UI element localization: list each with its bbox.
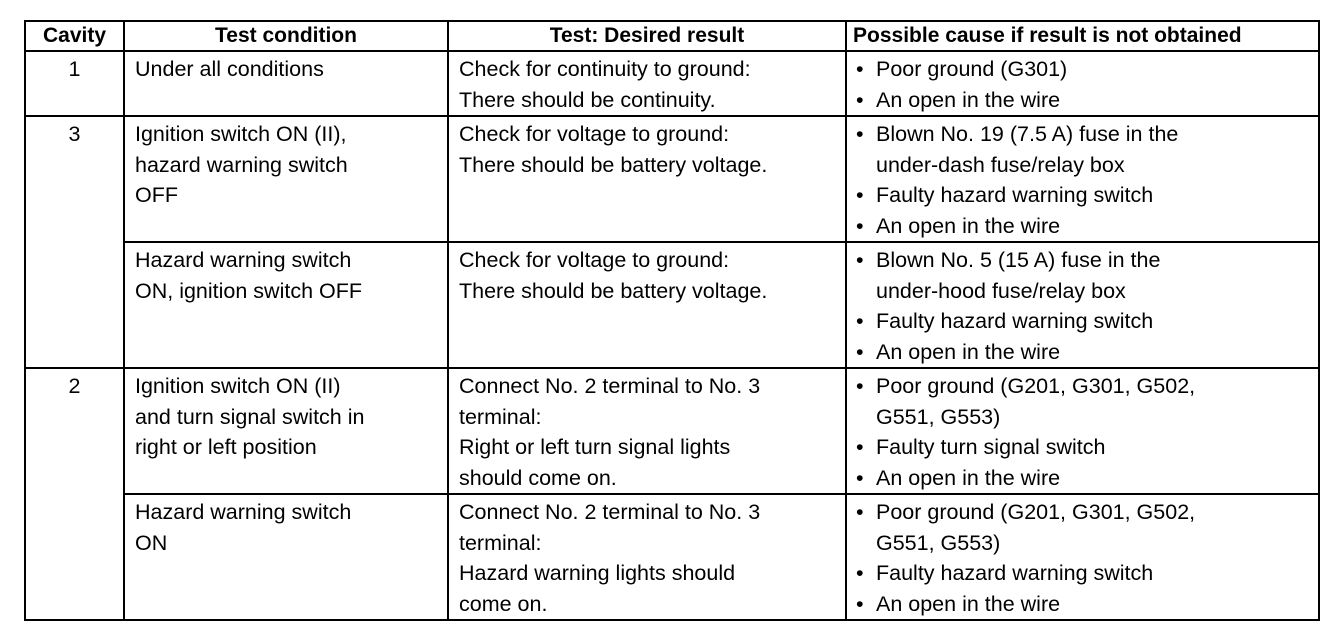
- cause-item: • An open in the wire: [853, 463, 1314, 494]
- table-row-cavity-1: [25, 51, 1319, 116]
- header-row: [25, 21, 1319, 51]
- cause-item: • Blown No. 5 (15 A) fuse in the under-hood fuse/relay box: [853, 245, 1314, 306]
- diagnostic-table: [24, 20, 1320, 621]
- cause-cell: [846, 494, 1319, 620]
- condition-line: Ignition switch ON (II),: [135, 122, 347, 146]
- header-cavity: Cavity: [25, 21, 124, 51]
- cause-item: • Poor ground (G201, G301, G502, G551, G553): [853, 371, 1314, 432]
- condition-line: ON: [135, 530, 168, 555]
- result-cell: [448, 494, 846, 620]
- result-line: There should be battery voltage.: [459, 152, 768, 177]
- condition-line: hazard warning switch: [135, 152, 348, 177]
- bullet-icon: •: [856, 465, 864, 490]
- result-line: come on.: [459, 591, 548, 616]
- header-test-condition: Test condition: [124, 21, 448, 51]
- table-row-cavity-3-ignition: [25, 116, 1319, 242]
- bullet-icon: •: [856, 213, 864, 238]
- result-line: There should be battery voltage.: [459, 278, 768, 303]
- result-line: should come on.: [459, 465, 617, 490]
- condition-line: Ignition switch ON (II): [135, 374, 341, 398]
- result-line: Check for continuity to ground:: [459, 57, 751, 81]
- condition-line: Under all conditions: [135, 57, 324, 81]
- cause-item: • Faulty hazard warning switch: [853, 306, 1314, 337]
- condition-line: right or left position: [135, 435, 317, 459]
- header-desired-result: Test: Desired result: [448, 21, 846, 51]
- cause-item: • An open in the wire: [853, 337, 1314, 368]
- result-line: Check for voltage to ground:: [459, 122, 730, 146]
- result-cell: [448, 368, 846, 494]
- cause-item: • Poor ground (G301): [853, 54, 1314, 85]
- condition-line: Hazard warning switch: [135, 500, 352, 524]
- table-row-cavity-2-hazard: [25, 494, 1319, 620]
- result-cell: [448, 242, 846, 368]
- bullet-icon: •: [856, 339, 864, 364]
- bullet-icon: •: [856, 561, 864, 585]
- cavity-cell: 3: [25, 116, 124, 368]
- condition-cell: [124, 116, 448, 242]
- bullet-icon: •: [856, 183, 864, 207]
- bullet-icon: •: [856, 435, 864, 459]
- result-line: terminal:: [459, 530, 542, 555]
- cause-item: • Blown No. 19 (7.5 A) fuse in the under-dash fuse/relay box: [853, 119, 1314, 180]
- result-line: terminal:: [459, 404, 542, 429]
- condition-cell: [124, 242, 448, 368]
- condition-cell: [124, 494, 448, 620]
- result-line: Connect No. 2 terminal to No. 3: [459, 374, 761, 398]
- cause-item: • An open in the wire: [853, 85, 1314, 116]
- table-row-cavity-3-hazard: [25, 242, 1319, 368]
- result-cell: [448, 116, 846, 242]
- cause-item: • Poor ground (G201, G301, G502, G551, G553): [853, 497, 1314, 558]
- bullet-icon: •: [856, 500, 864, 524]
- cause-item: • Faulty hazard warning switch: [853, 180, 1314, 211]
- result-line: Right or left turn signal lights: [459, 435, 731, 459]
- cause-cell: [846, 51, 1319, 116]
- bullet-icon: •: [856, 591, 864, 616]
- result-line: There should be continuity.: [459, 87, 716, 112]
- result-line: Hazard warning lights should: [459, 561, 736, 585]
- bullet-icon: •: [856, 309, 864, 333]
- bullet-icon: •: [856, 57, 864, 81]
- cavity-cell: 1: [25, 51, 124, 116]
- cause-cell: [846, 242, 1319, 368]
- bullet-icon: •: [856, 122, 864, 146]
- bullet-icon: •: [856, 248, 864, 272]
- cavity-cell: 2: [25, 368, 124, 620]
- cause-item: • An open in the wire: [853, 211, 1314, 242]
- condition-line: and turn signal switch in: [135, 404, 365, 429]
- cause-cell: [846, 116, 1319, 242]
- condition-line: OFF: [135, 183, 178, 207]
- cause-item: • Faulty turn signal switch: [853, 432, 1314, 463]
- condition-cell: [124, 51, 448, 116]
- header-possible-cause: Possible cause if result is not obtained: [846, 21, 1319, 51]
- bullet-icon: •: [856, 87, 864, 112]
- result-cell: [448, 51, 846, 116]
- table-row-cavity-2-turn-signal: [25, 368, 1319, 494]
- condition-line: Hazard warning switch: [135, 248, 352, 272]
- result-line: Connect No. 2 terminal to No. 3: [459, 500, 761, 524]
- cause-item: • An open in the wire: [853, 589, 1314, 620]
- cause-item: • Faulty hazard warning switch: [853, 558, 1314, 589]
- bullet-icon: •: [856, 374, 864, 398]
- condition-cell: [124, 368, 448, 494]
- cause-cell: [846, 368, 1319, 494]
- condition-line: ON, ignition switch OFF: [135, 278, 362, 303]
- result-line: Check for voltage to ground:: [459, 248, 730, 272]
